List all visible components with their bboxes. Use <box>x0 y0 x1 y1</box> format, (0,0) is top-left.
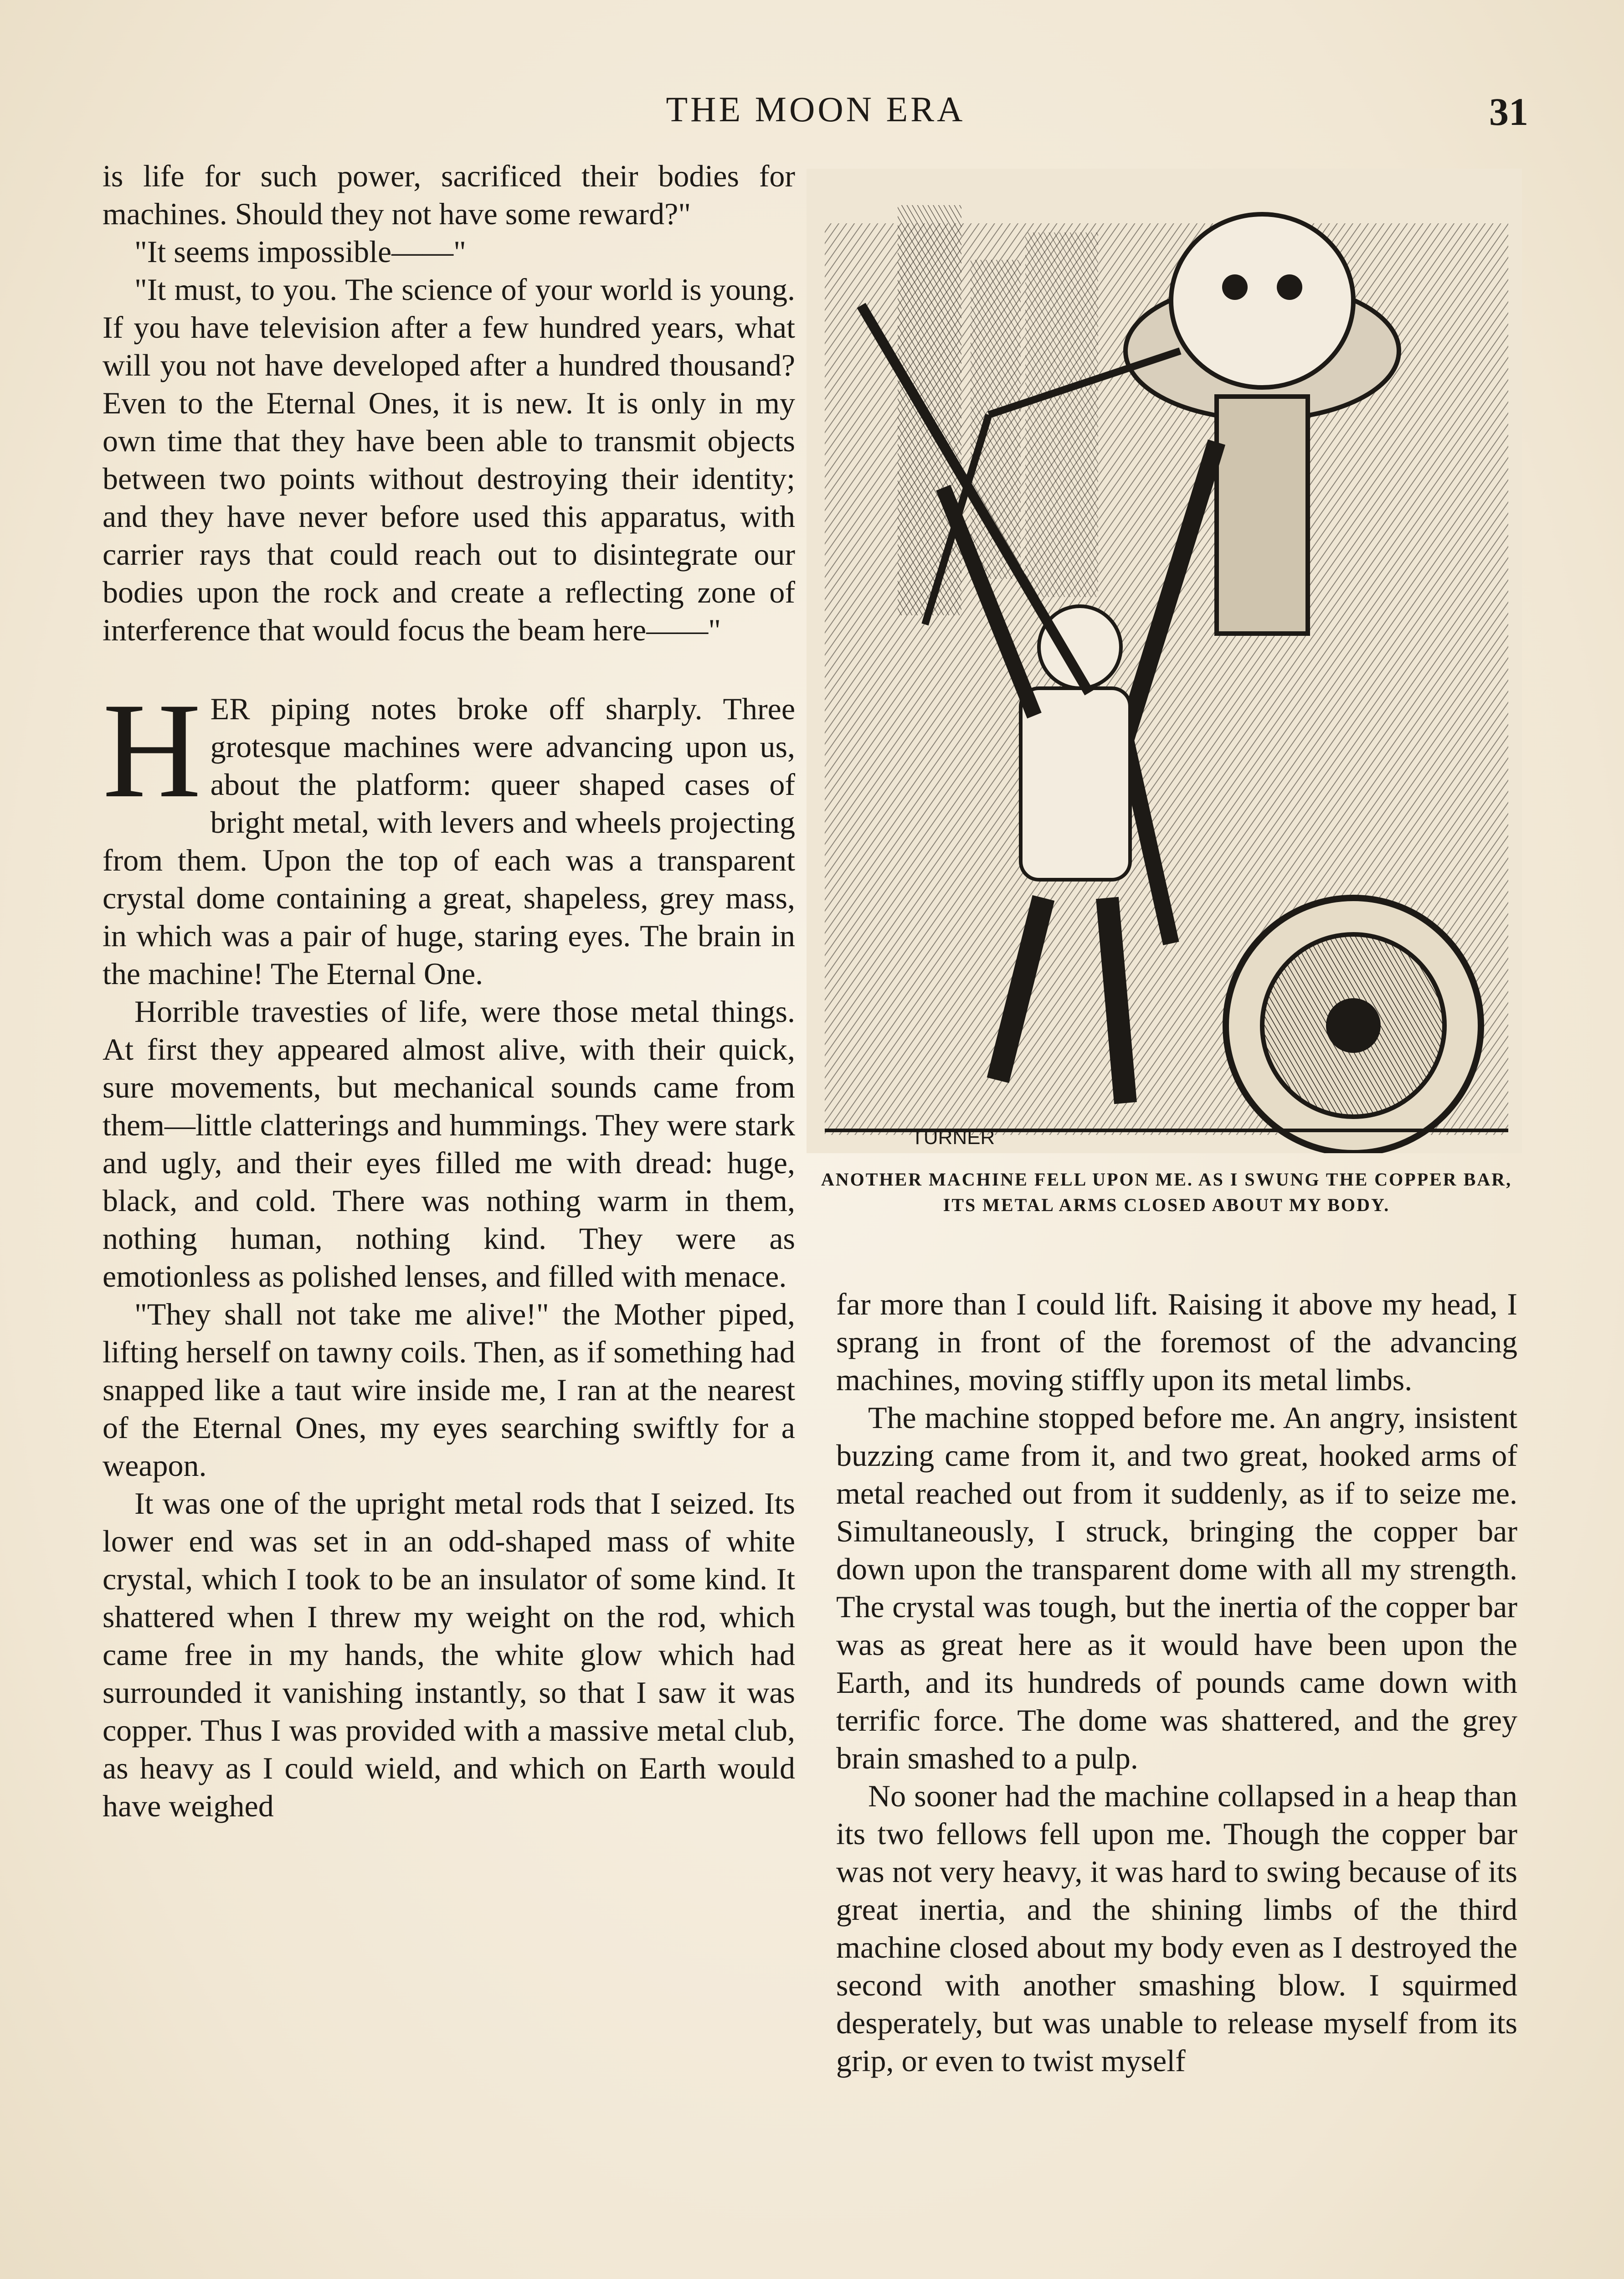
paragraph: "It must, to you. The science of your world is young. If you have television after a few hundred years, what will you not have developed after a hundred thousand? Even to the Eternal Ones, it is new. It is only in my own time that they have been able to transmit objects between two points without destroying their identity; and they have never before used this apparatus, with carrier rays that could reach out to disintegrate our bodies upon the rock and create a reflecting zone of interference that would focus the beam here——" <box>103 272 795 647</box>
dropcap-paragraph-text: ER piping notes broke off sharply. Three grotesque machines were advancing upon us, about the platform: queer shaped cases of bright metal, with levers and wheels projecting from them. Upon the top of each was a transparent crystal dome containing a great, shapeless, grey mass, in which was a pair of huge, staring eyes. The brain in the machine! The Eternal One. <box>103 691 795 991</box>
paragraph: Horrible travesties of life, were those metal things. At first they appeared almost alive, with their quick, sure movements, but mechanical sounds came from them—little clatterings and hummings. They were stark and ugly, and their eyes filled me with dread: huge, black, and cold. There was nothing warm in them, nothing human, nothing kind. They were as emotionless as polished lenses, and filled with menace. <box>103 994 795 1294</box>
left-text-column <box>103 157 795 2279</box>
section-break <box>103 649 795 690</box>
paragraph: The machine stopped before me. An angry, insistent buzzing came from it, and two great, hooked arms of metal reached out from it suddenly, as if to seize me. Simultaneously, I struck, bringing the copper bar down upon the transparent dome with all my strength. The crystal was tough, but the inertia of the copper bar was as great here as it would have been upon the Earth, and its hundreds of pounds came down with terrific force. The dome was shattered, and the grey brain smashed to a pulp. <box>836 1400 1517 1775</box>
paragraph: No sooner had the machine collapsed in a heap than its two fellows fell upon me. Though the copper bar was not very heavy, it was hard to swing because of its great inertia, and the shining limbs of the third machine closed about my body even as I destroyed the second with another smashing blow. I squirmed desperately, but was unable to release myself from its grip, or even to twist myself <box>836 1779 1517 2078</box>
paragraph: far more than I could lift. Raising it above my head, I sprang in front of the foremost of the advancing machines, moving stiffly upon its metal limbs. <box>836 1287 1517 1397</box>
story-illustration <box>807 169 1522 1153</box>
paragraph: It was one of the upright metal rods that I seized. Its lower end was set in an odd-shaped mass of white crystal, which I took to be an insulator of some kind. It shattered when I threw my weight on the rod, which came free in my hands, the white glow which had surrounded it vanishing instantly, so that I saw it was copper. Thus I was provided with a massive metal club, as heavy as I could wield, and which on Earth would have weighed <box>103 1486 795 1823</box>
running-title: THE MOON ERA <box>666 89 966 129</box>
artist-signature: TURNER <box>911 1126 995 1149</box>
paragraph: "It seems impossible——" <box>134 234 466 269</box>
paragraph: "They shall not take me alive!" the Mother piped, lifting herself on tawny coils. Then, as if something had snapped like a taut wire inside me, I ran at the nearest of the Eternal Ones, my eyes searching swiftly for a weapon. <box>103 1297 795 1483</box>
page-number: 31 <box>1489 90 1528 134</box>
page-header <box>0 89 1624 139</box>
illustration-drawing <box>807 169 1522 1153</box>
paragraph: is life for such power, sacrificed their bodies for machines. Should they not have some reward?" <box>103 159 795 231</box>
dropcap-paragraph <box>103 675 795 993</box>
drop-cap-letter: H <box>103 675 201 826</box>
illustration-caption: ANOTHER MACHINE FELL UPON ME. AS I SWUNG THE COPPER BAR, ITS METAL ARMS CLOSED ABOUT MY BODY. <box>821 1169 1512 1215</box>
right-text-column <box>836 1285 1517 2279</box>
